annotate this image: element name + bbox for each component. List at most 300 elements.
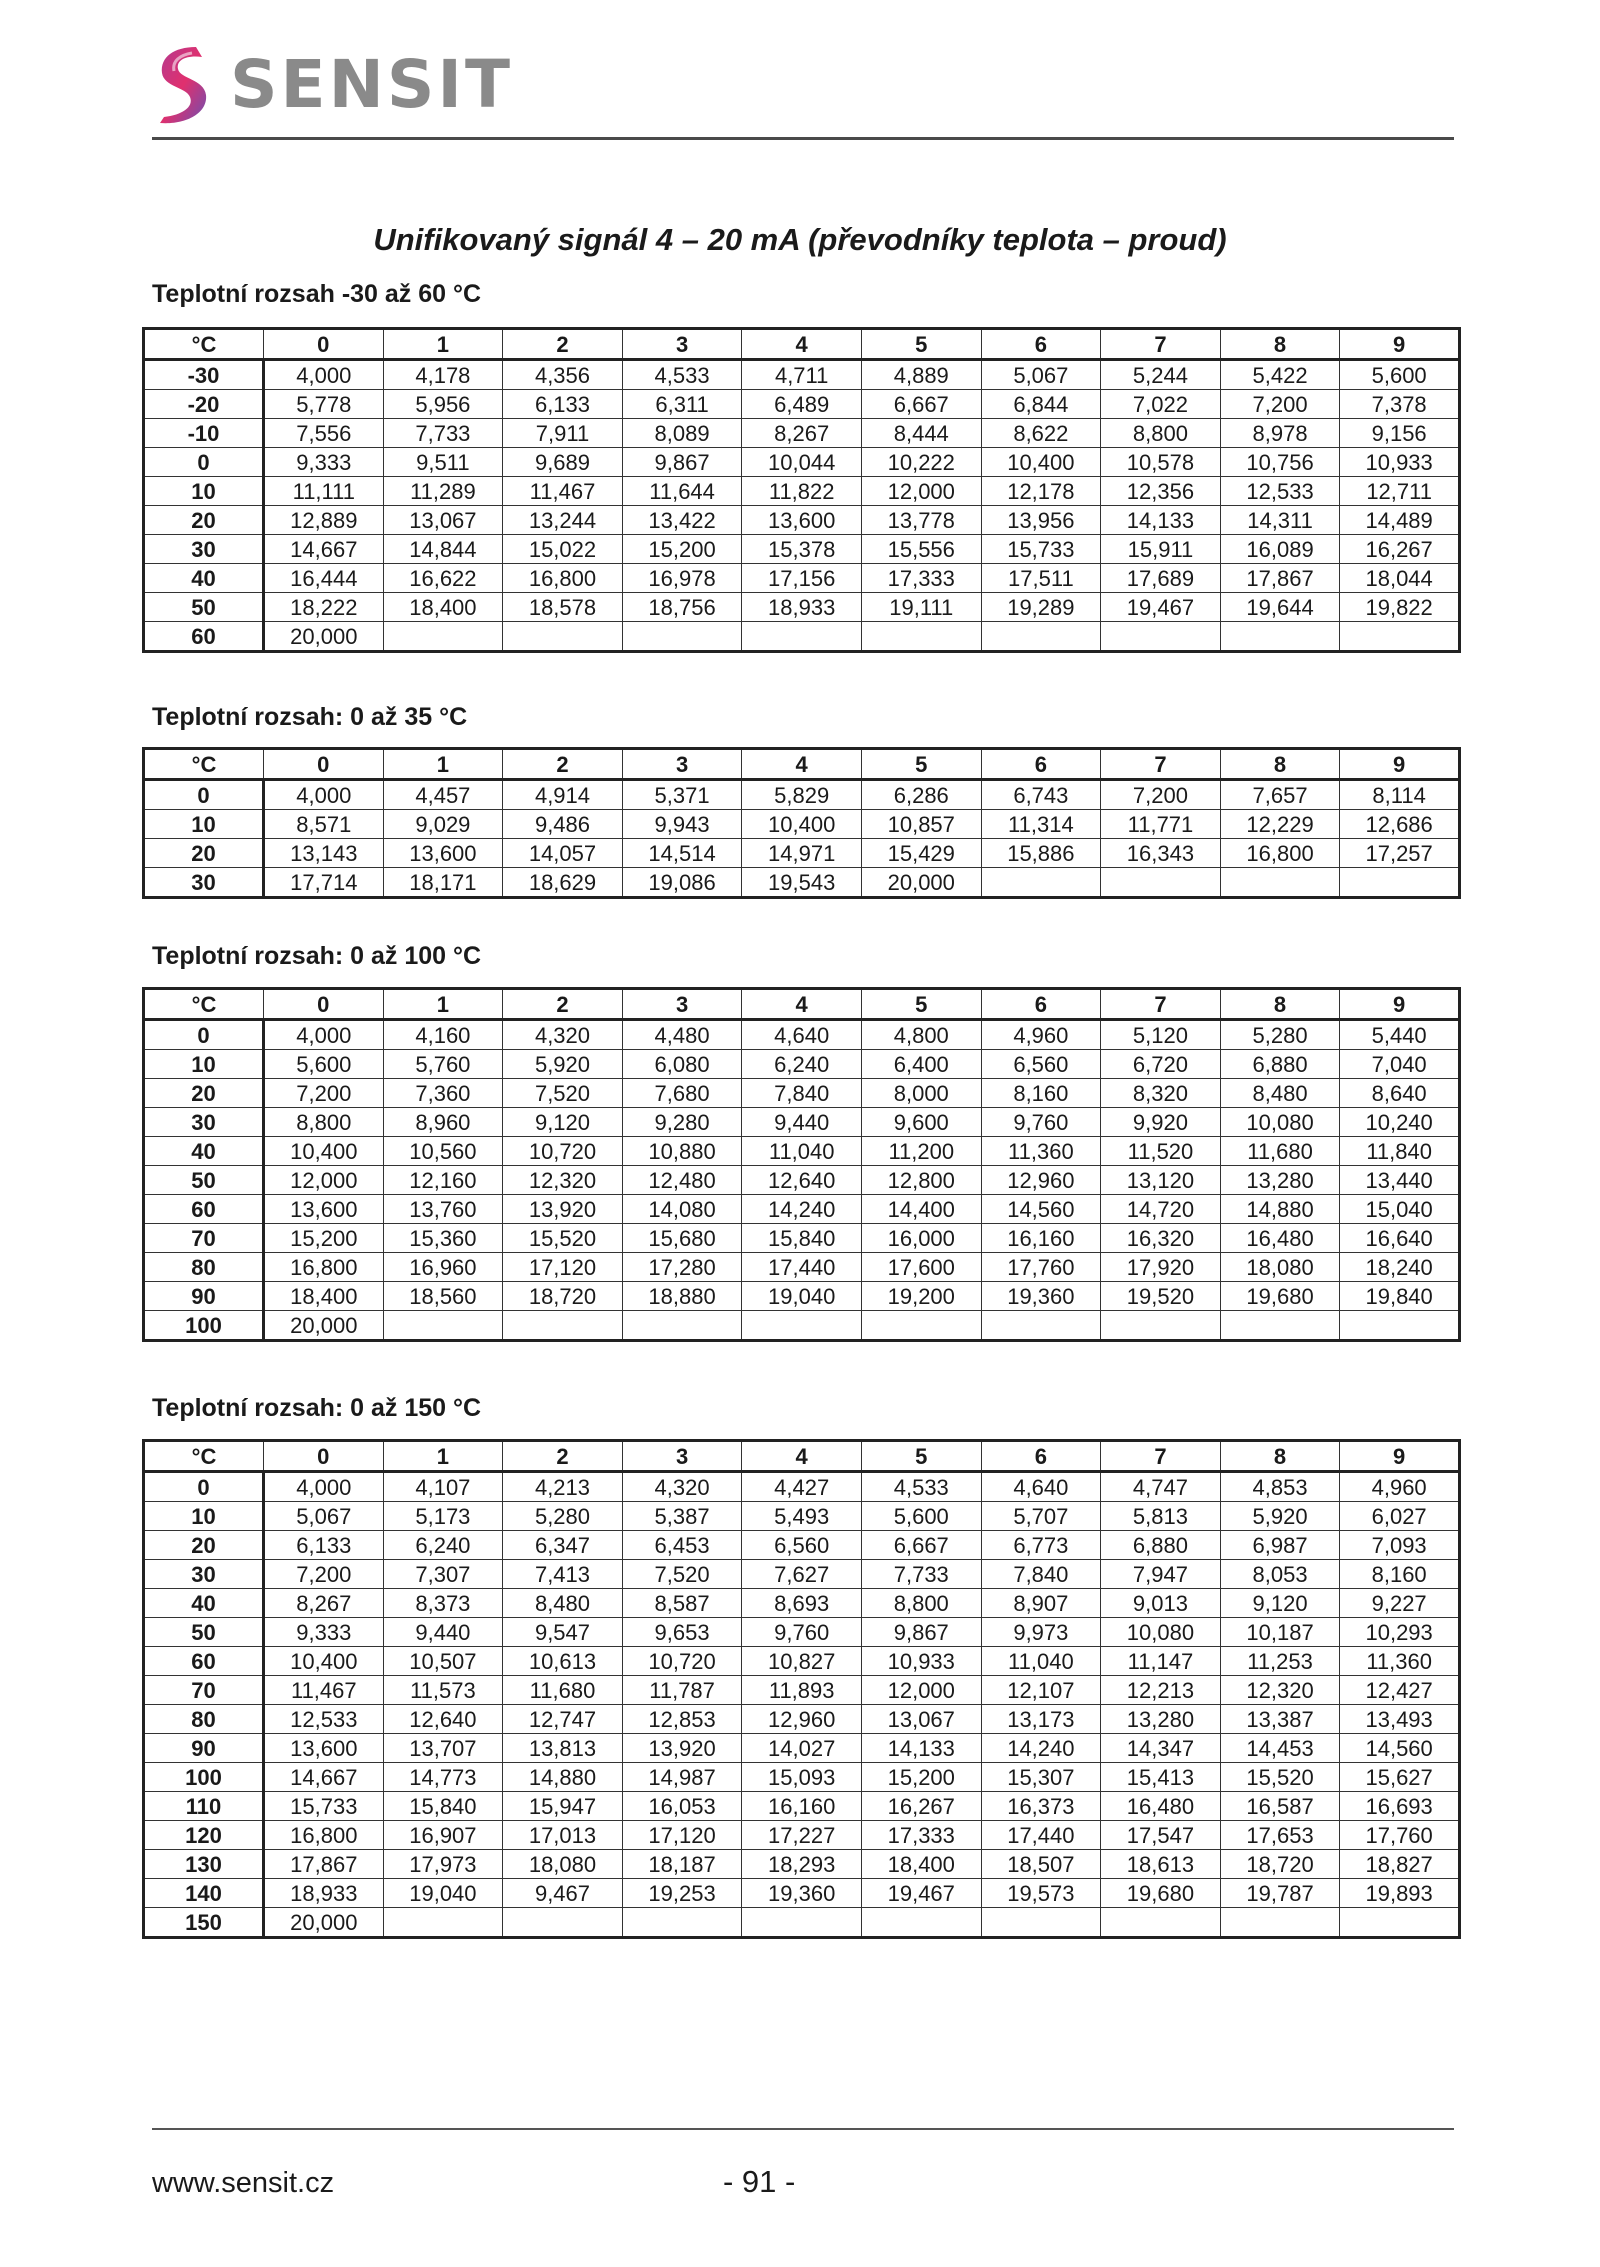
current-value-cell: 15,413: [1101, 1763, 1221, 1792]
current-value-cell: 16,800: [1220, 839, 1340, 868]
current-value-cell: 11,040: [742, 1137, 862, 1166]
temperature-row-label: 10: [144, 1050, 264, 1079]
current-value-cell: 9,486: [503, 810, 623, 839]
current-value-cell: 16,267: [861, 1792, 981, 1821]
current-value-cell: 16,373: [981, 1792, 1101, 1821]
current-value-cell: 9,653: [622, 1618, 742, 1647]
temperature-row-label: 120: [144, 1821, 264, 1850]
current-value-cell: 15,040: [1340, 1195, 1460, 1224]
current-value-cell: 17,867: [1220, 564, 1340, 593]
digit-header-cell: 6: [981, 749, 1101, 780]
brand-wordmark: SENSIT: [230, 46, 513, 123]
current-value-cell: 11,680: [1220, 1137, 1340, 1166]
table-row: [144, 390, 1460, 419]
table-row: [144, 839, 1460, 868]
current-value-cell: 16,480: [1220, 1224, 1340, 1253]
current-value-cell: 13,600: [264, 1195, 384, 1224]
current-value-cell: 17,547: [1101, 1821, 1221, 1850]
table-title-range-0-35: Teplotní rozsah: 0 až 35 °C: [152, 703, 468, 731]
current-value-cell: 19,200: [861, 1282, 981, 1311]
current-value-cell: 11,111: [264, 477, 384, 506]
table-row: [144, 868, 1460, 898]
current-value-cell: 4,800: [861, 1020, 981, 1050]
current-value-cell: 5,956: [383, 390, 503, 419]
digit-header-cell: 8: [1220, 1441, 1340, 1472]
current-value-cell: 19,467: [1101, 593, 1221, 622]
current-value-cell: 14,080: [622, 1195, 742, 1224]
conversion-table-0-150: [142, 1439, 1461, 1939]
current-value-cell: 14,453: [1220, 1734, 1340, 1763]
current-value-cell: [1220, 1311, 1340, 1341]
current-value-cell: 10,080: [1220, 1108, 1340, 1137]
current-value-cell: 7,947: [1101, 1560, 1221, 1589]
current-value-cell: 12,853: [622, 1705, 742, 1734]
table-row: [144, 1195, 1460, 1224]
table-row: [144, 1705, 1460, 1734]
current-value-cell: 11,771: [1101, 810, 1221, 839]
current-value-cell: 14,347: [1101, 1734, 1221, 1763]
current-value-cell: 17,156: [742, 564, 862, 593]
current-value-cell: 9,600: [861, 1108, 981, 1137]
current-value-cell: [981, 1908, 1101, 1938]
current-value-cell: 10,613: [503, 1647, 623, 1676]
table-row: [144, 1792, 1460, 1821]
current-value-cell: 11,787: [622, 1676, 742, 1705]
current-value-cell: 8,693: [742, 1589, 862, 1618]
current-value-cell: 4,533: [861, 1472, 981, 1502]
current-value-cell: 16,960: [383, 1253, 503, 1282]
current-value-cell: [503, 1908, 623, 1938]
temperature-row-label: 70: [144, 1224, 264, 1253]
current-value-cell: 12,427: [1340, 1676, 1460, 1705]
current-value-cell: 7,200: [264, 1079, 384, 1108]
current-value-cell: 15,680: [622, 1224, 742, 1253]
current-value-cell: 7,627: [742, 1560, 862, 1589]
current-value-cell: 18,880: [622, 1282, 742, 1311]
current-value-cell: 17,257: [1340, 839, 1460, 868]
temperature-row-label: 50: [144, 593, 264, 622]
temperature-row-label: 20: [144, 839, 264, 868]
current-value-cell: 9,120: [1220, 1589, 1340, 1618]
current-value-cell: 9,120: [503, 1108, 623, 1137]
current-value-cell: 4,213: [503, 1472, 623, 1502]
current-value-cell: 10,578: [1101, 448, 1221, 477]
digit-header-cell: 4: [742, 989, 862, 1020]
current-value-cell: 7,022: [1101, 390, 1221, 419]
current-value-cell: [1220, 868, 1340, 898]
current-value-cell: 13,493: [1340, 1705, 1460, 1734]
temperature-row-label: 20: [144, 1079, 264, 1108]
current-value-cell: 11,360: [1340, 1647, 1460, 1676]
current-value-cell: 6,880: [1220, 1050, 1340, 1079]
current-value-cell: 18,560: [383, 1282, 503, 1311]
current-value-cell: 18,044: [1340, 564, 1460, 593]
current-value-cell: 15,886: [981, 839, 1101, 868]
table-row: [144, 360, 1460, 390]
current-value-cell: 5,920: [1220, 1502, 1340, 1531]
table-row: [144, 1137, 1460, 1166]
current-value-cell: 11,314: [981, 810, 1101, 839]
current-value-cell: 9,760: [981, 1108, 1101, 1137]
digit-header-cell: 7: [1101, 749, 1221, 780]
digit-header-cell: 2: [503, 329, 623, 360]
current-value-cell: 5,813: [1101, 1502, 1221, 1531]
current-value-cell: 12,320: [1220, 1676, 1340, 1705]
temperature-row-label: 50: [144, 1166, 264, 1195]
current-value-cell: 6,453: [622, 1531, 742, 1560]
table-row: [144, 1224, 1460, 1253]
digit-header-cell: 4: [742, 329, 862, 360]
temperature-row-label: 40: [144, 1589, 264, 1618]
current-value-cell: 14,560: [1340, 1734, 1460, 1763]
current-value-cell: 13,920: [622, 1734, 742, 1763]
current-value-cell: 4,320: [622, 1472, 742, 1502]
header-row: [144, 329, 1460, 360]
current-value-cell: 13,173: [981, 1705, 1101, 1734]
current-value-cell: 14,560: [981, 1195, 1101, 1224]
current-value-cell: 6,489: [742, 390, 862, 419]
current-value-cell: [861, 1311, 981, 1341]
current-value-cell: 7,556: [264, 419, 384, 448]
current-value-cell: 7,520: [622, 1560, 742, 1589]
table-row: [144, 477, 1460, 506]
current-value-cell: 18,756: [622, 593, 742, 622]
current-value-cell: 18,222: [264, 593, 384, 622]
current-value-cell: 13,440: [1340, 1166, 1460, 1195]
current-value-cell: 8,587: [622, 1589, 742, 1618]
digit-header-cell: 8: [1220, 329, 1340, 360]
table-title-range-minus30-60: Teplotní rozsah -30 až 60 °C: [152, 280, 482, 308]
digit-header-cell: 8: [1220, 749, 1340, 780]
current-value-cell: 14,514: [622, 839, 742, 868]
sensit-logo-mark-icon: [152, 43, 216, 127]
current-value-cell: 18,827: [1340, 1850, 1460, 1879]
current-value-cell: 5,387: [622, 1502, 742, 1531]
current-value-cell: 10,857: [861, 810, 981, 839]
current-value-cell: 17,440: [742, 1253, 862, 1282]
digit-header-cell: 1: [383, 749, 503, 780]
current-value-cell: 9,689: [503, 448, 623, 477]
current-value-cell: 10,187: [1220, 1618, 1340, 1647]
current-value-cell: 10,400: [264, 1647, 384, 1676]
current-value-cell: 8,571: [264, 810, 384, 839]
current-value-cell: 6,311: [622, 390, 742, 419]
current-value-cell: 12,533: [1220, 477, 1340, 506]
current-value-cell: 12,889: [264, 506, 384, 535]
current-value-cell: 19,086: [622, 868, 742, 898]
current-value-cell: 6,720: [1101, 1050, 1221, 1079]
current-value-cell: 19,040: [742, 1282, 862, 1311]
current-value-cell: 6,080: [622, 1050, 742, 1079]
current-value-cell: 18,629: [503, 868, 623, 898]
current-value-cell: 18,080: [1220, 1253, 1340, 1282]
temperature-row-label: 60: [144, 1647, 264, 1676]
current-value-cell: 15,556: [861, 535, 981, 564]
current-value-cell: 9,920: [1101, 1108, 1221, 1137]
current-value-cell: 8,978: [1220, 419, 1340, 448]
current-value-cell: 15,022: [503, 535, 623, 564]
table-row: [144, 1108, 1460, 1137]
current-value-cell: 12,800: [861, 1166, 981, 1195]
current-value-cell: 16,160: [981, 1224, 1101, 1253]
current-value-cell: 18,613: [1101, 1850, 1221, 1879]
current-value-cell: 18,171: [383, 868, 503, 898]
current-value-cell: 15,947: [503, 1792, 623, 1821]
current-value-cell: 8,480: [503, 1589, 623, 1618]
current-value-cell: 13,760: [383, 1195, 503, 1224]
current-value-cell: 8,622: [981, 419, 1101, 448]
page-title: Unifikovaný signál 4 – 20 mA (převodníky teplota – proud): [373, 222, 1227, 257]
current-value-cell: 19,543: [742, 868, 862, 898]
header-row: [144, 1441, 1460, 1472]
current-value-cell: 6,240: [383, 1531, 503, 1560]
current-value-cell: 4,960: [1340, 1472, 1460, 1502]
table-row: [144, 1253, 1460, 1282]
current-value-cell: 9,867: [861, 1618, 981, 1647]
digit-header-cell: 7: [1101, 989, 1221, 1020]
current-value-cell: 12,480: [622, 1166, 742, 1195]
current-value-cell: 4,640: [981, 1472, 1101, 1502]
current-value-cell: [622, 622, 742, 652]
table-row: [144, 1821, 1460, 1850]
current-value-cell: 10,933: [1340, 448, 1460, 477]
current-value-cell: 18,578: [503, 593, 623, 622]
table-row: [144, 1472, 1460, 1502]
current-value-cell: 12,213: [1101, 1676, 1221, 1705]
current-value-cell: 18,080: [503, 1850, 623, 1879]
current-value-cell: 14,133: [1101, 506, 1221, 535]
current-value-cell: [1220, 1908, 1340, 1938]
current-value-cell: 12,711: [1340, 477, 1460, 506]
current-value-cell: 13,707: [383, 1734, 503, 1763]
current-value-cell: 15,840: [383, 1792, 503, 1821]
current-value-cell: 17,689: [1101, 564, 1221, 593]
temperature-row-label: 40: [144, 564, 264, 593]
table-row: [144, 780, 1460, 810]
current-value-cell: 10,720: [503, 1137, 623, 1166]
current-value-cell: 9,156: [1340, 419, 1460, 448]
current-value-cell: 17,227: [742, 1821, 862, 1850]
current-value-cell: 8,480: [1220, 1079, 1340, 1108]
current-value-cell: 11,467: [503, 477, 623, 506]
table-row: [144, 810, 1460, 839]
current-value-cell: 12,229: [1220, 810, 1340, 839]
current-value-cell: 6,347: [503, 1531, 623, 1560]
digit-header-cell: 9: [1340, 749, 1460, 780]
current-value-cell: [981, 622, 1101, 652]
table-row: [144, 593, 1460, 622]
digit-header-cell: 1: [383, 1441, 503, 1472]
current-value-cell: 18,720: [503, 1282, 623, 1311]
current-value-cell: 12,000: [861, 477, 981, 506]
footer-divider: [152, 2128, 1454, 2130]
table-row: [144, 1050, 1460, 1079]
current-value-cell: 19,787: [1220, 1879, 1340, 1908]
current-value-cell: 4,914: [503, 780, 623, 810]
current-value-cell: 15,520: [503, 1224, 623, 1253]
current-value-cell: 14,667: [264, 535, 384, 564]
current-value-cell: 4,711: [742, 360, 862, 390]
current-value-cell: 18,400: [861, 1850, 981, 1879]
current-value-cell: 20,000: [264, 1908, 384, 1938]
temperature-row-label: 40: [144, 1137, 264, 1166]
current-value-cell: 17,973: [383, 1850, 503, 1879]
current-value-cell: 18,933: [264, 1879, 384, 1908]
current-value-cell: 10,933: [861, 1647, 981, 1676]
unit-header-cell: °C: [144, 329, 264, 360]
current-value-cell: 8,267: [264, 1589, 384, 1618]
table-row: [144, 622, 1460, 652]
temperature-row-label: 0: [144, 1472, 264, 1502]
digit-header-cell: 7: [1101, 329, 1221, 360]
current-value-cell: 9,760: [742, 1618, 862, 1647]
current-value-cell: 17,280: [622, 1253, 742, 1282]
current-value-cell: 16,640: [1340, 1224, 1460, 1253]
digit-header-cell: 9: [1340, 989, 1460, 1020]
current-value-cell: 5,493: [742, 1502, 862, 1531]
current-value-cell: 15,200: [622, 535, 742, 564]
current-value-cell: 5,067: [264, 1502, 384, 1531]
current-value-cell: 15,840: [742, 1224, 862, 1253]
current-value-cell: 15,733: [264, 1792, 384, 1821]
current-value-cell: 4,000: [264, 780, 384, 810]
temperature-row-label: 10: [144, 810, 264, 839]
current-value-cell: 9,280: [622, 1108, 742, 1137]
current-value-cell: 5,600: [1340, 360, 1460, 390]
current-value-cell: 19,680: [1220, 1282, 1340, 1311]
current-value-cell: 15,360: [383, 1224, 503, 1253]
current-value-cell: 10,044: [742, 448, 862, 477]
current-value-cell: [1220, 622, 1340, 652]
header-row: [144, 989, 1460, 1020]
current-value-cell: 14,880: [1220, 1195, 1340, 1224]
current-value-cell: 18,400: [264, 1282, 384, 1311]
conversion-table-minus30-60: [142, 327, 1461, 653]
current-value-cell: 4,747: [1101, 1472, 1221, 1502]
current-value-cell: 16,267: [1340, 535, 1460, 564]
temperature-row-label: -20: [144, 390, 264, 419]
current-value-cell: [742, 1908, 862, 1938]
table-row: [144, 1282, 1460, 1311]
current-value-cell: 19,467: [861, 1879, 981, 1908]
current-value-cell: [981, 868, 1101, 898]
current-value-cell: 14,844: [383, 535, 503, 564]
current-value-cell: 11,289: [383, 477, 503, 506]
current-value-cell: [383, 1908, 503, 1938]
current-value-cell: 4,178: [383, 360, 503, 390]
temperature-row-label: 140: [144, 1879, 264, 1908]
current-value-cell: 17,120: [622, 1821, 742, 1850]
current-value-cell: 4,889: [861, 360, 981, 390]
current-value-cell: 6,743: [981, 780, 1101, 810]
current-value-cell: 16,622: [383, 564, 503, 593]
temperature-row-label: 20: [144, 1531, 264, 1560]
current-value-cell: 17,440: [981, 1821, 1101, 1850]
header-divider: [152, 137, 1454, 140]
current-value-cell: 5,920: [503, 1050, 623, 1079]
current-value-cell: 11,253: [1220, 1647, 1340, 1676]
table-row: [144, 1618, 1460, 1647]
current-value-cell: 16,800: [503, 564, 623, 593]
current-value-cell: 11,840: [1340, 1137, 1460, 1166]
current-value-cell: [1340, 1908, 1460, 1938]
current-value-cell: 6,773: [981, 1531, 1101, 1560]
current-value-cell: 19,040: [383, 1879, 503, 1908]
current-value-cell: 19,289: [981, 593, 1101, 622]
current-value-cell: [861, 1908, 981, 1938]
table-row: [144, 535, 1460, 564]
table-title-range-0-150: Teplotní rozsah: 0 až 150 °C: [152, 1394, 482, 1422]
current-value-cell: 4,000: [264, 1472, 384, 1502]
current-value-cell: [742, 1311, 862, 1341]
current-value-cell: 11,680: [503, 1676, 623, 1705]
current-value-cell: 6,133: [264, 1531, 384, 1560]
digit-header-cell: 4: [742, 749, 862, 780]
current-value-cell: 15,911: [1101, 535, 1221, 564]
current-value-cell: 17,867: [264, 1850, 384, 1879]
current-value-cell: 19,680: [1101, 1879, 1221, 1908]
digit-header-cell: 3: [622, 749, 742, 780]
current-value-cell: 7,413: [503, 1560, 623, 1589]
current-value-cell: 13,422: [622, 506, 742, 535]
current-value-cell: [1101, 868, 1221, 898]
table-row: [144, 1531, 1460, 1560]
temperature-row-label: 50: [144, 1618, 264, 1647]
temperature-row-label: 30: [144, 868, 264, 898]
digit-header-cell: 4: [742, 1441, 862, 1472]
current-value-cell: 9,943: [622, 810, 742, 839]
current-value-cell: 9,511: [383, 448, 503, 477]
current-value-cell: 7,200: [1101, 780, 1221, 810]
current-value-cell: 9,440: [742, 1108, 862, 1137]
current-value-cell: 5,280: [1220, 1020, 1340, 1050]
current-value-cell: 7,520: [503, 1079, 623, 1108]
current-value-cell: 6,560: [981, 1050, 1101, 1079]
current-value-cell: 4,160: [383, 1020, 503, 1050]
table-row: [144, 1311, 1460, 1341]
current-value-cell: 4,356: [503, 360, 623, 390]
current-value-cell: 9,547: [503, 1618, 623, 1647]
current-value-cell: 12,107: [981, 1676, 1101, 1705]
current-value-cell: 13,280: [1220, 1166, 1340, 1195]
current-value-cell: 13,067: [383, 506, 503, 535]
current-value-cell: 17,760: [981, 1253, 1101, 1282]
current-value-cell: 6,400: [861, 1050, 981, 1079]
current-value-cell: 13,600: [264, 1734, 384, 1763]
current-value-cell: 13,244: [503, 506, 623, 535]
current-value-cell: 7,733: [383, 419, 503, 448]
temperature-row-label: 100: [144, 1763, 264, 1792]
current-value-cell: 13,387: [1220, 1705, 1340, 1734]
current-value-cell: 8,114: [1340, 780, 1460, 810]
digit-header-cell: 1: [383, 329, 503, 360]
current-value-cell: 10,756: [1220, 448, 1340, 477]
current-value-cell: 16,587: [1220, 1792, 1340, 1821]
current-value-cell: 8,960: [383, 1108, 503, 1137]
table-row: [144, 1879, 1460, 1908]
current-value-cell: 5,440: [1340, 1020, 1460, 1050]
current-value-cell: 11,467: [264, 1676, 384, 1705]
current-value-cell: 13,813: [503, 1734, 623, 1763]
table-row: [144, 1589, 1460, 1618]
current-value-cell: 19,111: [861, 593, 981, 622]
current-value-cell: 4,480: [622, 1020, 742, 1050]
current-value-cell: 14,311: [1220, 506, 1340, 535]
current-value-cell: 16,053: [622, 1792, 742, 1821]
current-value-cell: 16,800: [264, 1821, 384, 1850]
current-value-cell: 8,160: [981, 1079, 1101, 1108]
current-value-cell: 16,480: [1101, 1792, 1221, 1821]
